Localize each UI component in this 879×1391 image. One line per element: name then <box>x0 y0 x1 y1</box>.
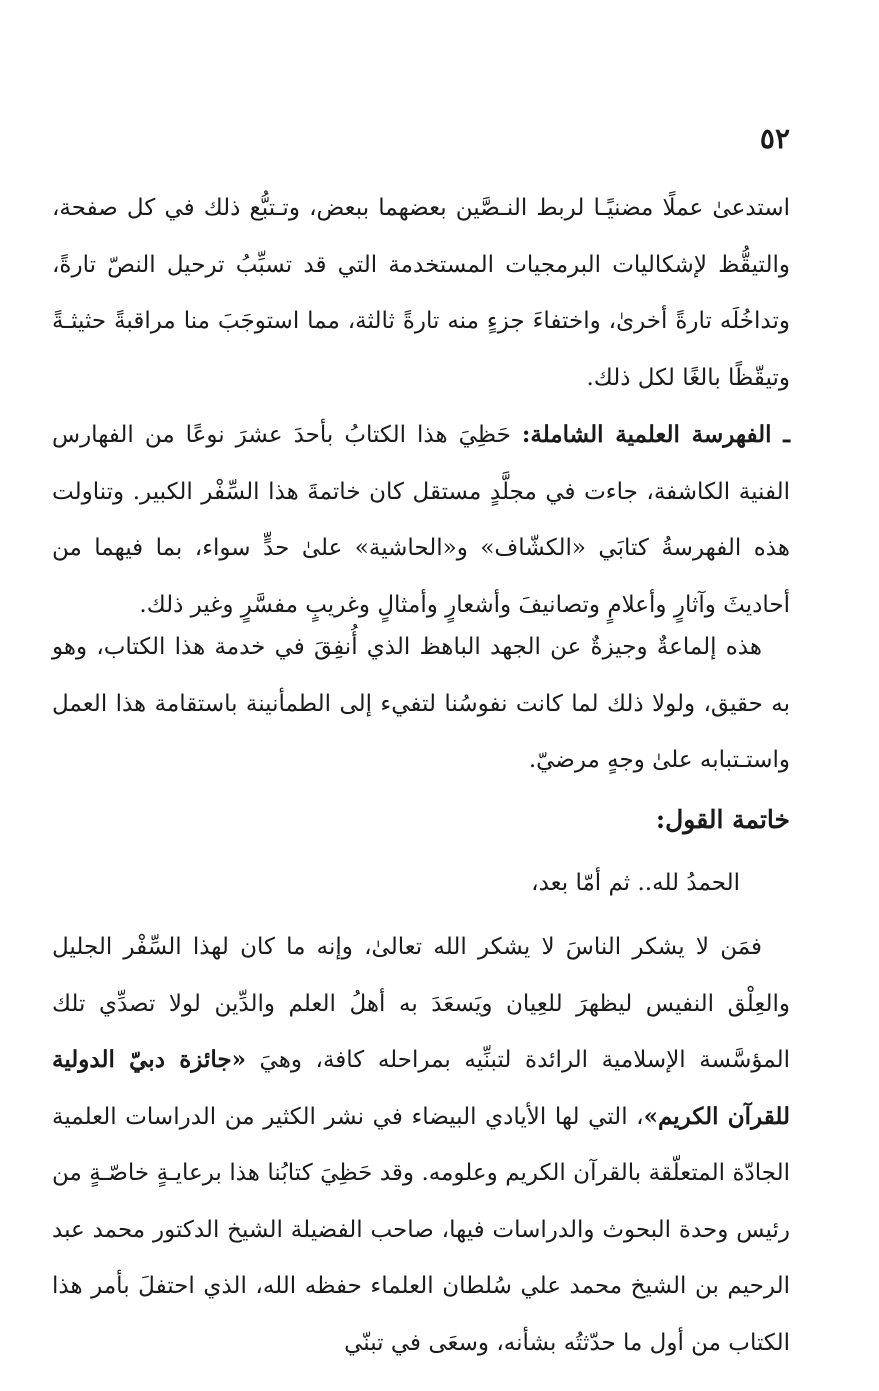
thanks-text-b: ، التي لها الأيادي البيضاء في نشر الكثير من الدراسات العلمية الجادّة المتعلّقة بالقرآن الكريم وعلومه. وقد حَظِيَ كتابُنا هذا برعايـةٍ خاصّـةٍ من رئيس وحدة البحوث والدراسات فيها، صاحب الفضيلة الشيخ الدكتور محمد عبد الرحيم بن الشيخ محمد علي سُلطان العلماء حفظه الله، الذي احتفلَ بأمر هذا الكتاب من أول ما حدّثتُه بشأنه، وسعَى في تبنّي <box>52 1103 790 1356</box>
paragraph-thanks <box>52 919 790 1371</box>
award-name: «جائزة دبيّ الدولية للقرآن الكريم» <box>52 1046 791 1130</box>
summary-text: هذه إلماعةٌ وجيزةٌ عن الجهد الباهظ الذي أُنفِقَ في خدمة هذا الكتاب، وهو به حقيق، ولولا ذلك لما كانت نفوسُنا لتفيء إلى الطمأنينة باستقامة هذا العمل واستـتبابه علىٰ وجهٍ مرضيّ. <box>52 634 790 773</box>
thanks-text-a: فمَن لا يشكر الناسَ لا يشكر الله تعالىٰ، وإنه ما كان لهذا السِّفْر الجليل والعِلْق النفيس ليظهرَ للعِيان ويَسعَدَ به أهلُ العلم والدِّين لولا تصدِّي تلك المؤسَّسة الإسلامية الرائدة لتبنِّيه بمراحله كافة، وهيَ <box>52 934 790 1073</box>
paragraph-text-alignment: استدعىٰ عملًا مضنيًـا لربط النـصَّين بعضهما ببعض، وتـتبُّع ذلك في كل صفحة، والتيقُّظ لإشكاليات البرمجيات المستخدمة التي قد تسبِّبُ ترحيل النصّ تارةً، وتداخُلَه تارةً أخرىٰ، واختفاءَ جزءٍ منه تارةً ثالثة، مما استوجَبَ منا مراقبةً حثيثـةً وتيقّظًا بالغًا لكل ذلك. <box>52 195 790 391</box>
section-heading-conclusion: خاتمة القول: <box>655 805 790 834</box>
page-number: ٥٢ <box>759 122 790 155</box>
paragraph-praise: الحمدُ لله.. ثم أمّا بعد، <box>531 870 740 896</box>
indexing-lead: ـ الفهرسة العلمية الشاملة: <box>521 421 790 448</box>
indexing-body: حَظِيَ هذا الكتابُ بأحدَ عشرَ نوعًا من الفهارس الفنية الكاشفة، جاءت في مجلَّدٍ مستقل كان خاتمةَ هذا السِّفْر الكبير. وتناولت هذه الفهرسةُ كتابَي «الكشّاف» و«الحاشية» علىٰ حدٍّ سواء، بما فيهما من أحاديثَ وآثارٍ وأعلامٍ وتصانيفَ وأشعارٍ وأمثالٍ وغريبٍ مفسَّرٍ وغير ذلك. <box>52 422 790 618</box>
paragraph-indexing <box>52 407 790 633</box>
paragraph-summary <box>52 619 790 789</box>
